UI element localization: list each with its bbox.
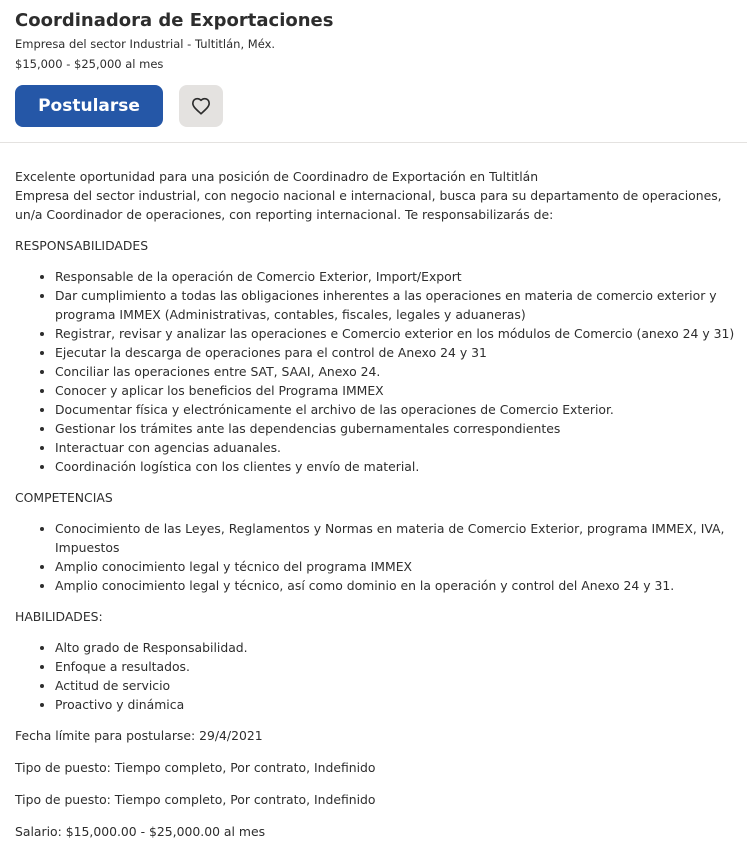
competencies-list (15, 519, 735, 595)
list-item: • Registrar, revisar y analizar las operaciones e Comercio exterior en los módulos de Comercio (anexo 24 y 31) (55, 324, 735, 343)
job-actions (15, 85, 747, 127)
company-location: Empresa del sector Industrial - Tultitlán, Méx. (15, 37, 276, 51)
job-header (0, 0, 747, 143)
apply-button[interactable]: Postularse (15, 85, 163, 127)
list-item: • Ejecutar la descarga de operaciones para el control de Anexo 24 y 31 (55, 343, 735, 362)
list-item: • Alto grado de Responsabilidad. (55, 638, 735, 657)
intro-line-1: Excelente oportunidad para una posición de Coordinadro de Exportación en Tultitlán (15, 169, 539, 184)
list-item: • Amplio conocimiento legal y técnico del programa IMMEX (55, 557, 735, 576)
responsibilities-heading: RESPONSABILIDADES (15, 238, 149, 253)
salary-range: $15,000 - $25,000 al mes (15, 57, 164, 71)
list-item: • Conocer y aplicar los beneficios del Programa IMMEX (55, 381, 735, 400)
list-item: • Conciliar las operaciones entre SAT, SAAI, Anexo 24. (55, 362, 735, 381)
job-title: Coordinadora de Exportaciones (15, 10, 334, 31)
list-item: • Coordinación logística con los clientes y envío de material. (55, 457, 735, 476)
list-item: • Dar cumplimiento a todas las obligaciones inherentes a las operaciones en materia de comercio exterior y programa IMMEX (Administrativas, contables, fiscales, legales y aduaneras) (55, 286, 735, 324)
heart-icon (191, 97, 211, 115)
application-deadline: Fecha límite para postularse: 29/4/2021 (15, 728, 263, 743)
job-description (15, 143, 747, 841)
intro-line-2: Empresa del sector industrial, con negocio nacional e internacional, busca para su departamento de operaciones, un/a Coordinador de operaciones, con reporting internacional. Te responsabilizarás de: (15, 188, 722, 222)
save-job-button[interactable] (179, 85, 223, 127)
list-item: • Conocimiento de las Leyes, Reglamentos y Normas en materia de Comercio Exterior, programa IMMEX, IVA, Impuestos (55, 519, 735, 557)
list-item: • Gestionar los trámites ante las dependencias gubernamentales correspondientes (55, 419, 735, 438)
list-item: • Actitud de servicio (55, 676, 735, 695)
salary-detail: Salario: $15,000.00 - $25,000.00 al mes (15, 824, 266, 839)
list-item: • Amplio conocimiento legal y técnico, así como dominio en la operación y control del Anexo 24 y 31. (55, 576, 735, 595)
competencies-heading: COMPETENCIAS (15, 490, 113, 505)
skills-list (15, 638, 735, 714)
skills-heading: HABILIDADES: (15, 609, 103, 624)
job-type-2: Tipo de puesto: Tiempo completo, Por contrato, Indefinido (15, 792, 376, 807)
list-item: • Responsable de la operación de Comercio Exterior, Import/Export (55, 267, 735, 286)
responsibilities-list (15, 267, 735, 476)
list-item: • Documentar física y electrónicamente el archivo de las operaciones de Comercio Exterior. (55, 400, 735, 419)
list-item: • Interactuar con agencias aduanales. (55, 438, 735, 457)
job-type-1: Tipo de puesto: Tiempo completo, Por contrato, Indefinido (15, 760, 376, 775)
list-item: • Enfoque a resultados. (55, 657, 735, 676)
list-item: • Proactivo y dinámica (55, 695, 735, 714)
